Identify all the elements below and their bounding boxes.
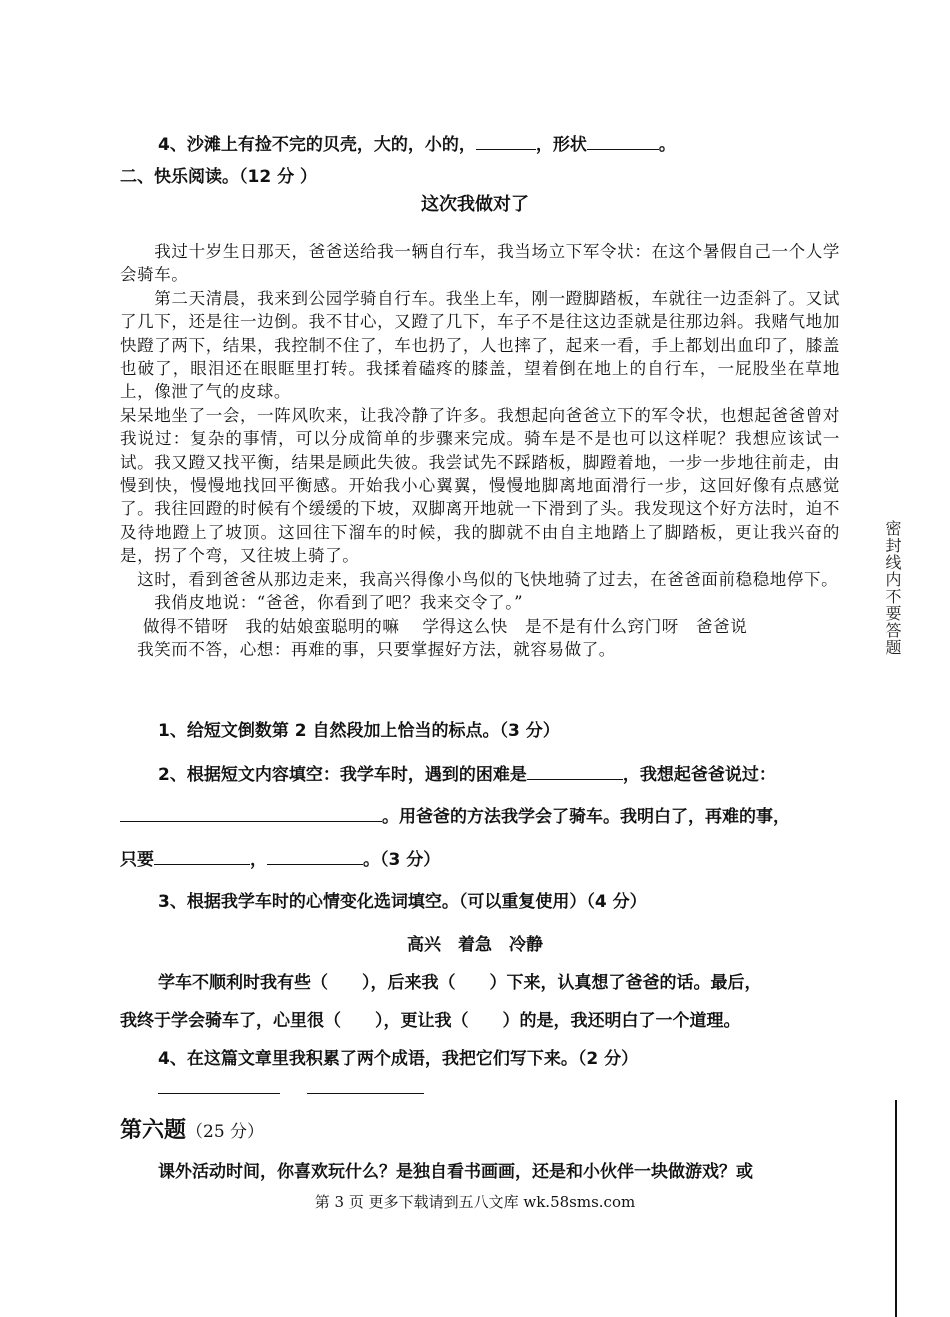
q4-top-blank-2 [587, 131, 659, 150]
seal-line-note: 密封线内不要答题 [883, 520, 902, 656]
section6-title: 第六题 [120, 1117, 187, 1143]
seal-line [895, 1100, 897, 1317]
q2-text-b: ，我想起爸爸说过： [622, 765, 776, 785]
question-3: 3、根据我学车时的心情变化选词填空。（可以重复使用）（4 分） [158, 892, 647, 912]
q2-text-d: 只要 [120, 850, 154, 870]
question-4: 4、在这篇文章里我积累了两个成语，我把它们写下来。（2 分） [158, 1049, 639, 1069]
q4-top-blank-1 [476, 131, 536, 150]
reading-passage [120, 240, 840, 661]
q2-text-a: 2、根据短文内容填空：我学车时，遇到的困难是 [158, 765, 527, 785]
q4-top-text-a: 4、沙滩上有捡不完的贝壳，大的，小的， [158, 135, 476, 155]
q2-blank-4 [267, 846, 363, 865]
passage-paragraph-5: 我俏皮地说：“爸爸，你看到了吧？我来交令了。” [120, 593, 524, 613]
q3-fill-line-1: 学车不顺利时我有些（ ），后来我（ ）下来，认真想了爸爸的话。最后， [158, 973, 762, 993]
q4-top-line [158, 130, 676, 155]
page-footer: 第 3 页 更多下载请到五八文库 wk.58sms.com [314, 1193, 636, 1211]
passage-paragraph-4: 这时，看到爸爸从那边走来，我高兴得像小鸟似的飞快地骑了过去，在爸爸面前稳稳地停下。 [120, 569, 839, 589]
section6-heading [120, 1113, 264, 1144]
question-2-line-3 [120, 845, 440, 870]
q3-fill-line-2: 我终于学会骑车了，心里很（ ），更让我（ ）的是，我还明白了一个道理。 [120, 1011, 741, 1031]
q4-top-text-c: 。 [658, 135, 676, 155]
answer-blank-2 [307, 1093, 424, 1094]
passage-paragraph-3: 呆呆地坐了一会，一阵风吹来，让我冷静了许多。我想起向爸爸立下的军令状，也想起爸爸曾对我说过：复杂的事情，可以分成简单的步骤来完成。骑车是不是也可以这样呢？我想应该试一试。我又蹬又找平衡，结果是顾此失彼。我尝试先不踩踏板，脚蹬着地，一步一步地往前走，由慢到快，慢慢地找回平衡感。开始我小心翼翼，慢慢地脚离地面滑行一步，这回好像有点感觉了。我往回蹬的时候有个缓缓的下坡，双脚离开地就一下滑到了头。我发现这个好方法时，迫不及待地蹬上了坡顶。这回往下溜车的时候，我的脚就不由自主地踏上了脚踏板，更让我兴奋的是，拐了个弯，又往坡上骑了。 [120, 405, 840, 566]
passage-paragraph-7: 我笑而不答，心想：再难的事，只要掌握好方法，就容易做了。 [120, 639, 616, 659]
q4-top-text-b: ，形状 [535, 135, 587, 155]
q2-text-f: 。（3 分） [363, 850, 441, 870]
passage-title: 这次我做对了 [421, 194, 529, 215]
word-choices: 高兴 着急 冷静 [407, 935, 543, 955]
q2-text-e: ， [250, 850, 267, 870]
question-2-line-1 [158, 760, 776, 785]
answer-blank-1 [158, 1093, 280, 1094]
section2-heading: 二、快乐阅读。（12 分 ） [120, 167, 317, 187]
section6-prompt: 课外活动时间，你喜欢玩什么？是独自看书画画，还是和小伙伴一块做游戏？或 [158, 1162, 753, 1182]
q2-blank-3 [154, 846, 250, 865]
passage-paragraph-6: 做得不错呀 我的姑娘蛮聪明的嘛 学得这么快 是不是有什么窍门呀 爸爸说 [120, 616, 748, 636]
section6-points: （25 分） [186, 1122, 265, 1142]
passage-paragraph-2: 第二天清晨，我来到公园学骑自行车。我坐上车，刚一蹬脚踏板，车就往一边歪斜了。又试了几下，还是往一边倒。我不甘心，又蹬了几下，车子不是往这边歪就是往那边斜。我赌气地加快蹬了两下，结果，我控制不住了，车也扔了，人也摔了，起来一看，手上都划出血印了，膝盖也破了，眼泪还在眼眶里打转。我揉着磕疼的膝盖，望着倒在地上的自行车，一屁股坐在草地上，像泄了气的皮球。 [120, 288, 840, 402]
q2-blank-2 [120, 803, 382, 822]
q2-text-c: 。用爸爸的方法我学会了骑车。我明白了，再难的事， [382, 807, 790, 827]
q2-blank-1 [527, 761, 623, 780]
question-1: 1、给短文倒数第 2 自然段加上恰当的标点。（3 分） [158, 721, 560, 741]
passage-paragraph-1: 我过十岁生日那天，爸爸送给我一辆自行车，我当场立下军令状：在这个暑假自己一个人学会骑车。 [120, 242, 840, 285]
question-2-line-2 [120, 802, 790, 827]
